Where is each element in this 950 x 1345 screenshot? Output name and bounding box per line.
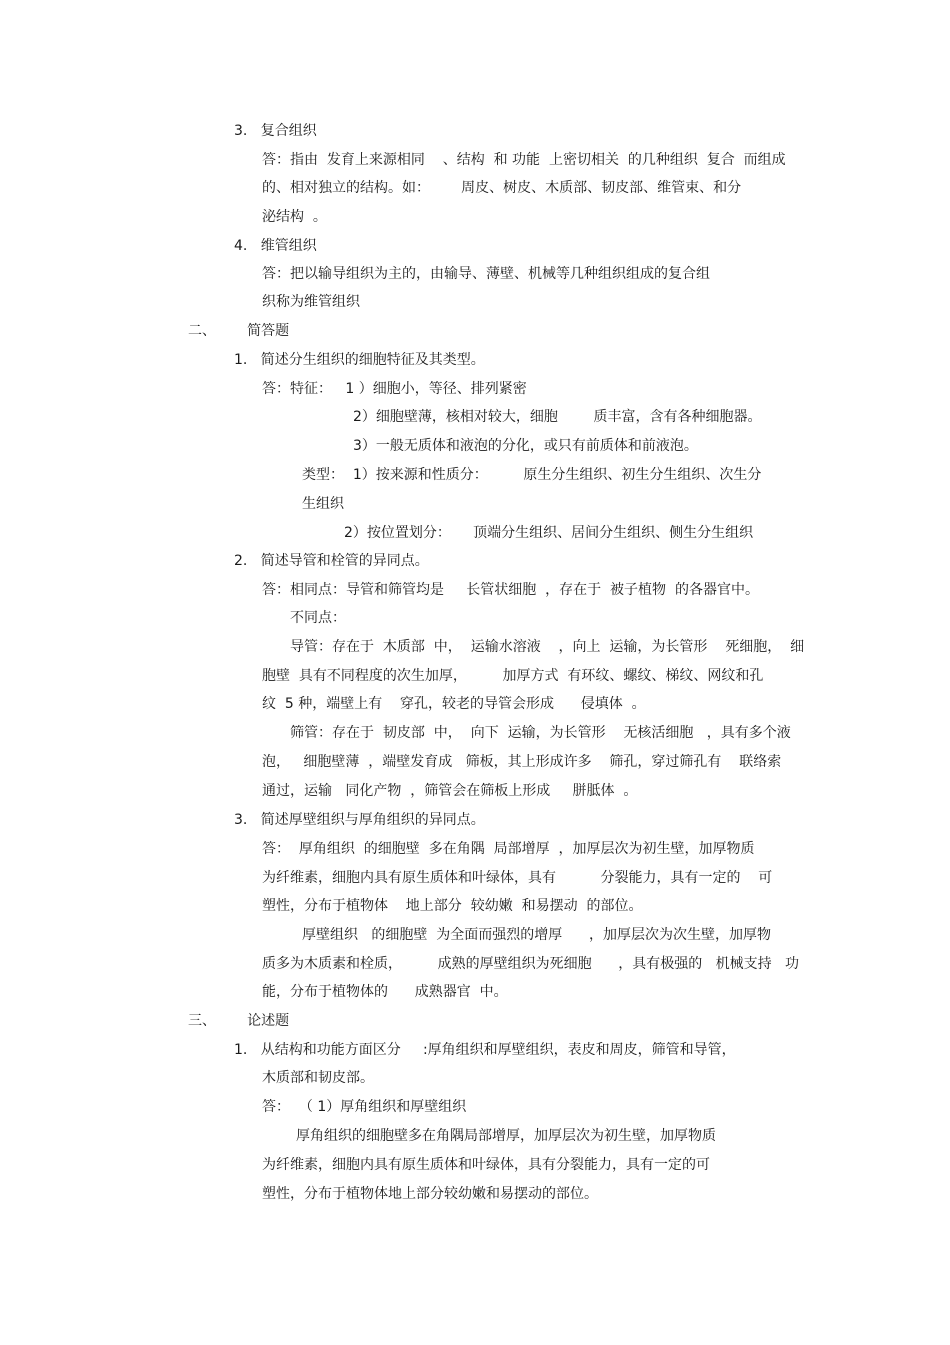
answer-line: 导管：存在于 木质部 中， 运输水溶液 ，向上 运输，为长管形 死细胞， 细 — [290, 639, 805, 655]
answer-line: 厚角组织的细胞壁多在角隅局部增厚，加厚层次为初生壁，加厚物质 — [296, 1128, 716, 1144]
answer-line: 塑性，分布于植物体地上部分较幼嫩和易摆动的部位。 — [262, 1186, 598, 1202]
answer-line: 塑性，分布于植物体 地上部分 较幼嫩 和易摆动 的部位。 — [262, 898, 643, 914]
section-heading-2: 二、 简答题 — [188, 323, 290, 339]
answer-line: 胞壁 具有不同程度的次生加厚， 加厚方式 有环纹、螺纹、梯纹、网纹和孔 — [262, 668, 764, 684]
answer-line: 不同点： — [290, 610, 346, 626]
question-2-heading: 2. 简述导管和栓管的异同点。 — [234, 553, 429, 569]
answer-line: 为纤维素，细胞内具有原生质体和叶绿体，具有分裂能力，具有一定的可 — [262, 1157, 710, 1173]
answer-line: 纹 5 种，端壁上有 穿孔，较老的导管会形成 侵填体 。 — [262, 696, 646, 712]
answer-line: 答：把以输导组织为主的，由输导、薄壁、机械等几种组织组成的复合组 — [262, 266, 710, 282]
question-3-heading: 3. 简述厚壁组织与厚角组织的异同点。 — [234, 812, 485, 828]
answer-line: 的、相对独立的结构。如： 周皮、树皮、木质部、韧皮部、维管束、和分 — [262, 180, 742, 196]
item-3-heading: 3. 复合组织 — [234, 123, 317, 139]
answer-line: 质多为木质素和栓质， 成熟的厚壁组织为死细胞 ，具有极强的 机械支持 功 — [262, 956, 800, 972]
answer-line: 厚壁组织 的细胞壁 为全面而强烈的增厚 ，加厚层次为次生壁，加厚物 — [302, 927, 771, 943]
answer-line: 答：指由 发育上来源相同 、结构 和 功能 上密切相关 的几种组织 复合 而组成 — [262, 152, 786, 168]
answer-line: 能，分布于植物体的 成熟器官 中。 — [262, 984, 508, 1000]
answer-line: 类型： 1）按来源和性质分： 原生分生组织、初生分生组织、次生分 — [302, 467, 762, 483]
answer-line: 2）按位置划分： 顶端分生组织、居间分生组织、侧生分生组织 — [344, 525, 754, 541]
answer-line: 3）一般无质体和液泡的分化，或只有前质体和前液泡。 — [353, 438, 698, 454]
answer-line: 为纤维素，细胞内具有原生质体和叶绿体，具有 分裂能力，具有一定的 可 — [262, 870, 773, 886]
answer-line: 答： （ 1）厚角组织和厚壁组织 — [262, 1099, 467, 1115]
essay-1-heading: 1. 从结构和功能方面区分 :厚角组织和厚壁组织，表皮和周皮，筛管和导管， — [234, 1042, 736, 1058]
answer-line: 泡， 细胞壁薄 ，端壁发育成 筛板，其上形成许多 筛孔，穿过筛孔有 联络索 — [262, 754, 782, 770]
question-1-heading: 1. 简述分生组织的细胞特征及其类型。 — [234, 352, 485, 368]
section-heading-3: 三、 论述题 — [188, 1013, 290, 1029]
answer-line: 答：特征： 1 ）细胞小，等径、排列紧密 — [262, 381, 527, 397]
essay-1-heading-cont: 木质部和韧皮部。 — [262, 1070, 374, 1086]
answer-line: 答：相同点：导管和筛管均是 长管状细胞 ，存在于 被子植物 的各器官中。 — [262, 582, 759, 598]
answer-line: 2）细胞壁薄，核相对较大，细胞 质丰富，含有各种细胞器。 — [353, 409, 762, 425]
answer-line: 泌结构 。 — [262, 209, 327, 225]
answer-line: 筛管：存在于 韧皮部 中， 向下 运输，为长管形 无核活细胞 ，具有多个液 — [290, 725, 791, 741]
answer-line: 通过，运输 同化产物 ，筛管会在筛板上形成 胼胝体 。 — [262, 783, 638, 799]
item-4-heading: 4. 维管组织 — [234, 238, 317, 254]
answer-line: 答： 厚角组织 的细胞壁 多在角隅 局部增厚 ，加厚层次为初生壁，加厚物质 — [262, 841, 755, 857]
answer-line: 织称为维管组织 — [262, 294, 360, 310]
answer-line: 生组织 — [302, 496, 344, 512]
